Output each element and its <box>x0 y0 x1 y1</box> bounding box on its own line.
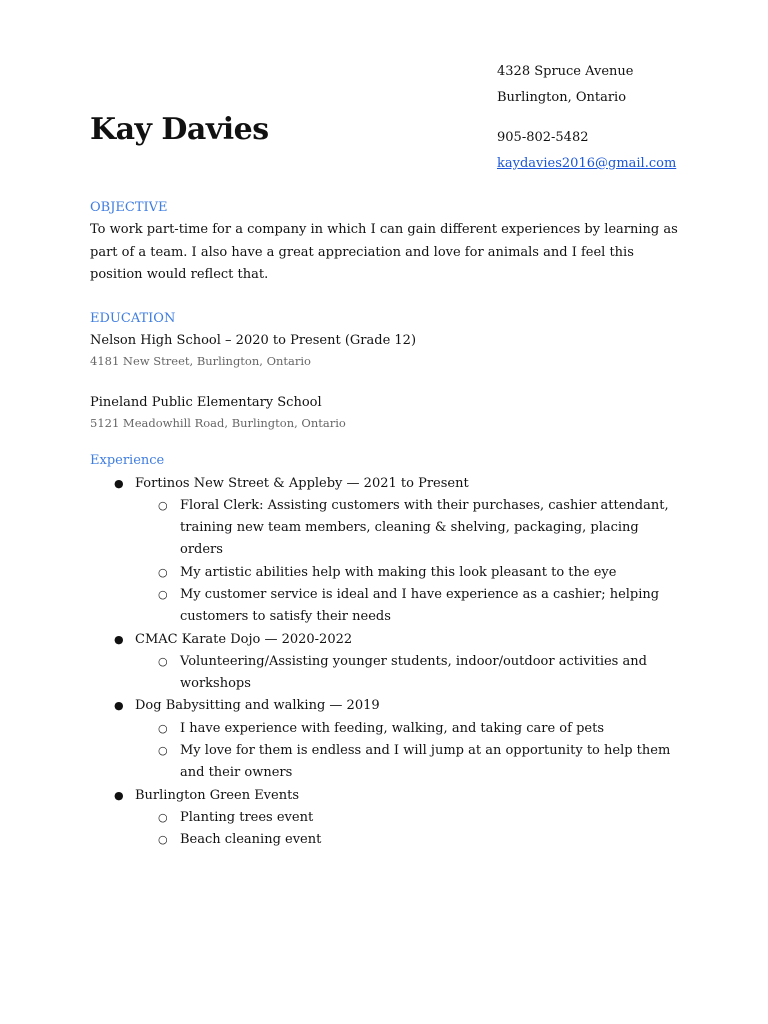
job-detail-text: Volunteering/Assisting younger students, indoor/outdoor activities and workshops <box>180 653 647 692</box>
education-section <box>90 309 680 433</box>
job-detail-text: Floral Clerk: Assisting customers with their purchases, cashier attendant, training new team members, cleaning & shelving, packaging, placing orders <box>180 497 669 558</box>
contact-block <box>497 62 737 180</box>
hollow-bullet-icon: ○ <box>158 654 168 668</box>
experience-list <box>90 473 680 852</box>
objective-section <box>90 198 680 287</box>
job-detail <box>135 718 680 740</box>
bullet-icon: ● <box>114 699 124 713</box>
job-item <box>90 695 680 784</box>
job-detail <box>135 740 680 785</box>
bullet-icon: ● <box>114 788 124 802</box>
job-detail-text: My love for them is endless and I will jump at an opportunity to help them and their owners <box>180 743 671 781</box>
hollow-bullet-icon: ○ <box>158 587 168 601</box>
bullet-icon: ● <box>114 476 124 490</box>
job-detail <box>135 562 680 584</box>
address-line-1: 4328 Spruce Avenue <box>497 64 634 79</box>
objective-text: To work part-time for a company in which I can gain different experiences by learning as part of a team. I also have a great appreciation and love for animals and I feel this position would reflect that. <box>90 222 678 282</box>
job-details <box>135 495 680 629</box>
job-title: Burlington Green Events <box>135 787 299 803</box>
hollow-bullet-icon: ○ <box>158 744 168 758</box>
job-detail-text: My customer service is ideal and I have experience as a cashier; helping customers to satisfy their needs <box>180 586 660 625</box>
job-detail-text: Beach cleaning event <box>180 832 322 848</box>
experience-heading: Experience <box>90 452 165 468</box>
job-details <box>135 651 680 696</box>
school-entry <box>90 393 680 433</box>
email-link[interactable]: kaydavies2016@gmail.com <box>497 156 677 171</box>
job-title: Dog Babysitting and walking — 2019 <box>135 698 380 714</box>
objective-heading: OBJECTIVE <box>90 200 168 215</box>
education-heading: EDUCATION <box>90 310 176 326</box>
address-line-2: Burlington, Ontario <box>497 90 627 105</box>
candidate-name: Kay Davies <box>90 112 269 147</box>
hollow-bullet-icon: ○ <box>158 565 168 579</box>
job-detail <box>135 829 680 851</box>
job-detail <box>135 495 680 562</box>
experience-section <box>90 451 680 852</box>
job-item <box>90 629 680 696</box>
job-details <box>135 718 680 785</box>
job-detail-text: I have experience with feeding, walking, and taking care of pets <box>180 720 604 736</box>
job-item <box>90 785 680 852</box>
email-line <box>497 154 737 180</box>
job-item <box>90 473 680 629</box>
school-name: Pineland Public Elementary School <box>90 394 322 410</box>
school-address: 5121 Meadowhill Road, Burlington, Ontario <box>90 415 346 430</box>
job-title: Fortinos New Street & Appleby — 2021 to Present <box>135 475 469 491</box>
job-details <box>135 807 680 852</box>
job-title: CMAC Karate Dojo — 2020-2022 <box>135 631 353 647</box>
resume-content <box>90 198 680 852</box>
school-address: 4181 New Street, Burlington, Ontario <box>90 353 311 368</box>
hollow-bullet-icon: ○ <box>158 498 168 512</box>
job-detail-text: Planting trees event <box>180 809 314 825</box>
school-name: Nelson High School – 2020 to Present (Grade 12) <box>90 332 417 348</box>
phone-number: 905-802-5482 <box>497 130 589 145</box>
hollow-bullet-icon: ○ <box>158 833 168 847</box>
school-entry <box>90 331 680 371</box>
hollow-bullet-icon: ○ <box>158 810 168 824</box>
bullet-icon: ● <box>114 632 124 646</box>
job-detail <box>135 584 680 629</box>
job-detail-text: My artistic abilities help with making this look pleasant to the eye <box>180 564 617 580</box>
job-detail <box>135 651 680 696</box>
hollow-bullet-icon: ○ <box>158 721 168 735</box>
job-detail <box>135 807 680 829</box>
